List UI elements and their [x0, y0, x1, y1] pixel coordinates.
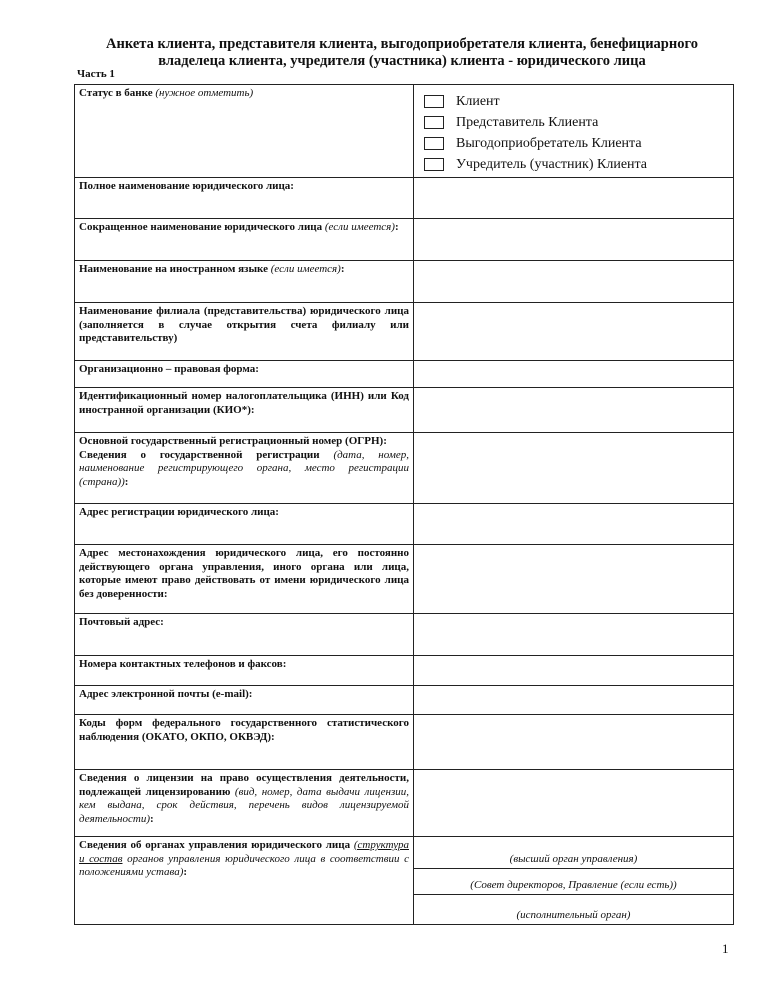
postal-address-field[interactable] — [414, 614, 734, 656]
checkbox-founder[interactable] — [424, 158, 444, 171]
checkbox-beneficiary[interactable] — [424, 137, 444, 150]
location-address-row — [75, 545, 734, 614]
phones-label: Номера контактных телефонов и факсов: — [75, 656, 414, 686]
supreme-body-caption: (высший орган управления) — [509, 852, 638, 865]
license-label: Сведения о лицензии на право осуществления деятельности, подлежащей лицензированию — [79, 772, 409, 798]
branch-field[interactable] — [414, 303, 734, 361]
ogrn-label-cell — [75, 433, 414, 504]
email-row — [75, 686, 734, 715]
short-name-label: Сокращенное наименование юридического лица — [79, 221, 323, 233]
status-option-founder[interactable] — [424, 154, 729, 175]
foreign-name-label-cell: Наименование на иностранном языке (если имеется): — [75, 261, 414, 303]
branch-row — [75, 303, 734, 361]
location-address-label: Адрес местонахождения юридического лица, его постоянно действующего органа управления, иного органа или лица, которые имеют право действовать от имени юридического лица без доверенности: — [75, 545, 414, 614]
status-options-cell — [414, 85, 734, 178]
status-row — [75, 85, 734, 178]
ogrn-row — [75, 433, 734, 504]
board-caption: (Совет директоров, Правление (если есть)) — [470, 878, 677, 891]
short-name-row — [75, 219, 734, 261]
governance-label: Сведения об органах управления юридического лица — [79, 839, 351, 851]
full-name-row — [75, 178, 734, 219]
governance-row-1 — [75, 837, 734, 869]
short-name-label-cell: Сокращенное наименование юридического лица (если имеется): — [75, 219, 414, 261]
full-name-field[interactable] — [414, 178, 734, 219]
status-option-beneficiary[interactable] — [424, 133, 729, 154]
form-title — [72, 36, 732, 70]
full-name-label: Полное наименование юридического лица: — [75, 178, 414, 219]
phones-field[interactable] — [414, 656, 734, 686]
status-option-label: Учредитель (участник) Клиента — [456, 156, 648, 172]
checkbox-client[interactable] — [424, 95, 444, 108]
reg-address-row — [75, 504, 734, 545]
checkbox-representative[interactable] — [424, 116, 444, 129]
part-label: Часть 1 — [77, 68, 115, 80]
license-hint: (вид, номер, дата выдачи лицензии, кем выдана, срок действия, перечень видов лицензируемой деятельности) — [79, 785, 409, 825]
status-option-representative[interactable] — [424, 112, 729, 133]
reg-address-label: Адрес регистрации юридического лица: — [75, 504, 414, 545]
email-field[interactable] — [414, 686, 734, 715]
status-options — [418, 87, 729, 175]
foreign-name-field[interactable] — [414, 261, 734, 303]
branch-label: Наименование филиала (представительства) юридического лица (заполняется в случае открытия счета филиалу или представительству) — [75, 303, 414, 361]
legal-form-field[interactable] — [414, 361, 734, 388]
legal-form-label: Организационно – правовая форма: — [75, 361, 414, 388]
executive-body-caption: (исполнительный орган) — [516, 908, 631, 921]
short-name-hint: (если имеется) — [324, 221, 395, 233]
ogrn-label: Основной государственный регистрационный номер (ОГРН): — [79, 435, 387, 447]
inn-row — [75, 388, 734, 433]
status-option-client[interactable] — [424, 91, 729, 112]
board-field[interactable] — [414, 869, 734, 895]
short-name-field[interactable] — [414, 219, 734, 261]
reg-address-field[interactable] — [414, 504, 734, 545]
form-title-line-1: Анкета клиента, представителя клиента, выгодоприобретателя клиента, бенефициарного — [106, 36, 698, 52]
stat-codes-field[interactable] — [414, 715, 734, 770]
supreme-body-field[interactable] — [414, 837, 734, 869]
license-field[interactable] — [414, 770, 734, 837]
stat-codes-label: Коды форм федерального государственного статистического наблюдения (ОКАТО, ОКПО, ОКВЭД): — [75, 715, 414, 770]
postal-address-row — [75, 614, 734, 656]
status-option-label: Клиент — [456, 93, 500, 109]
status-label: Статус в банке — [79, 87, 153, 99]
ogrn-field[interactable] — [414, 433, 734, 504]
license-row — [75, 770, 734, 837]
stat-codes-row — [75, 715, 734, 770]
legal-form-row — [75, 361, 734, 388]
inn-field[interactable] — [414, 388, 734, 433]
form-title-line-2: владелеца клиента, учредителя (участника) клиента - юридического лица — [158, 53, 646, 69]
governance-hint-underlined: (структура и состав — [79, 839, 409, 865]
status-hint: (нужное отметить) — [155, 87, 254, 99]
governance-label-cell: Сведения об органах управления юридического лица (структура и состав органов управления юридического лица в соответствии с положениями устава): — [75, 837, 414, 925]
governance-hint: органов управления юридического лица в соответствии с положениями устава) — [79, 852, 410, 878]
state-reg-label: Сведения о государственной регистрации — [79, 448, 320, 461]
state-reg-label-block: Сведения о государственной регистрации (дата, номер, наименование регистрирующего органа, место регистрации (страна)): — [79, 448, 410, 488]
postal-address-label: Почтовый адрес: — [75, 614, 414, 656]
inn-label: Идентификационный номер налогоплательщика (ИНН) или Код иностранной организации (КИО*): — [75, 388, 414, 433]
status-label-cell — [75, 85, 414, 178]
foreign-name-hint: (если имеется) — [270, 263, 341, 275]
client-questionnaire-table — [74, 84, 734, 925]
state-reg-hint: (дата, номер, наименование регистрирующего органа, место регистрации (страна)) — [79, 448, 410, 488]
license-label-cell: Сведения о лицензии на право осуществления деятельности, подлежащей лицензированию (вид, номер, дата выдачи лицензии, кем выдана, срок действия, перечень видов лицензируемой деятельности): — [75, 770, 414, 837]
location-address-field[interactable] — [414, 545, 734, 614]
foreign-name-row — [75, 261, 734, 303]
status-option-label: Представитель Клиента — [456, 114, 599, 130]
executive-body-field[interactable] — [414, 895, 734, 925]
phones-row — [75, 656, 734, 686]
foreign-name-label: Наименование на иностранном языке — [79, 263, 268, 275]
email-label: Адрес электронной почты (e-mail): — [75, 686, 414, 715]
page-number: 1 — [722, 941, 729, 956]
status-option-label: Выгодоприобретатель Клиента — [456, 135, 642, 151]
